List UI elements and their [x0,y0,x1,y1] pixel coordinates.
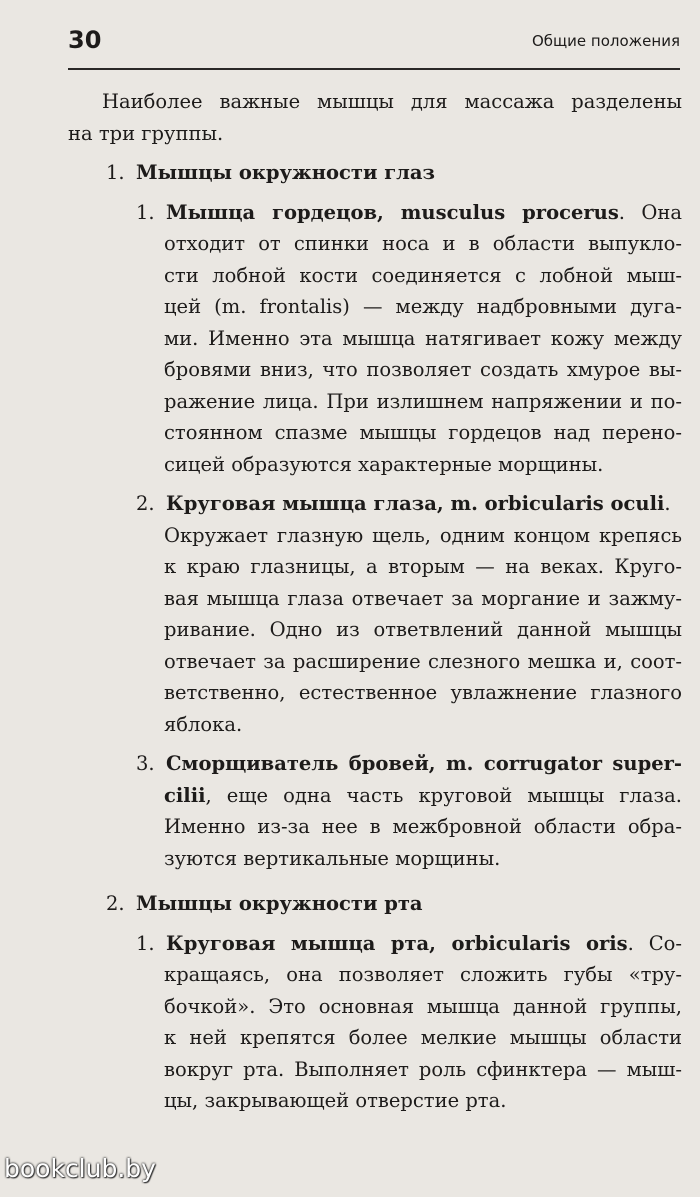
item-term: Круговая мышца глаза, m. orbicularis oculi [166,492,665,515]
item-number: 3. [136,752,155,775]
group-heading [106,888,682,920]
group-title: Мышцы окружности рта [136,892,423,915]
item-text: цы, закрывающей отверстие рта. [164,1089,507,1112]
item-term: Мышца гордецов, musculus procerus [166,200,619,224]
page-number: 30 [68,26,102,54]
item-term: cilii [164,783,206,807]
item-text: ми. Именно эта мышца натягивает кожу между [164,326,682,350]
item-text: отходит от спинки носа и в области выпукло- [164,232,682,255]
page-body [68,86,682,1117]
item-text: ветственно, естественное увлажнение глазного [164,681,682,704]
item-text: бровями вниз, что позволяет создать хмурое вы- [164,358,682,381]
item-text: . [664,492,671,515]
item-text: к краю глазницы, а вторым — на веках. Круго- [164,555,682,578]
item-text: ражение лица. При излишнем напряжении и по- [164,389,682,413]
item-text: сти лобной кости соединяется с лобной мыш- [164,263,682,287]
item-text: цей (m. frontalis) — между надбровными дуга- [164,295,682,318]
item-text: вокруг рта. Выполняет роль сфинктера — мыш- [164,1057,682,1081]
list-item [136,488,682,520]
item-text: , еще одна часть круговой мышцы глаза. [205,783,682,807]
group-heading [106,157,682,189]
item-number: 1. [136,200,155,224]
item-text: отвечает за расширение слезного мешка и, соот- [164,649,682,673]
group-number: 2. [106,892,125,915]
item-number: 2. [136,492,155,515]
item-text: зуются вертикальные морщины. [164,846,501,870]
item-text: вая мышца глаза отвечает за моргание и зажму- [164,586,682,610]
item-text: стоянном спазме мышцы гордецов над перено- [164,421,682,444]
item-term: Сморщиватель бровей, m. corrugator super- [166,752,682,775]
group-title: Мышцы окружности глаз [136,161,435,184]
header-rule [68,68,680,70]
item-term: Круговая мышца рта, orbicularis oris [166,931,628,955]
item-text: к ней крепятся более мелкие мышцы области [164,1026,682,1049]
list-item [136,197,682,229]
item-text: сицей образуются характерные морщины. [164,452,604,476]
list-item [136,748,682,780]
item-text: кращаясь, она позволяет сложить губы «тру- [164,963,682,986]
item-text: ривание. Одно из ответвлений данной мышцы [164,618,682,641]
group-number: 1. [106,161,125,184]
item-text: . Она [618,200,682,224]
running-title: Общие положения [531,32,680,50]
item-text: . Со- [627,931,682,955]
intro-line: на три группы. [68,121,224,145]
intro-line: Наиболее важные мышцы для массажа разделены [102,90,682,113]
list-item [136,928,682,960]
watermark: bookclub.by [4,1154,156,1183]
item-text: яблока. [164,712,243,736]
item-number: 1. [136,931,155,955]
item-text: бочкой». Это основная мышца данной группы, [164,994,682,1018]
item-text: Окружает глазную щель, одним концом крепясь [164,523,682,547]
item-text: Именно из-за нее в межбровной области обра- [164,815,682,838]
